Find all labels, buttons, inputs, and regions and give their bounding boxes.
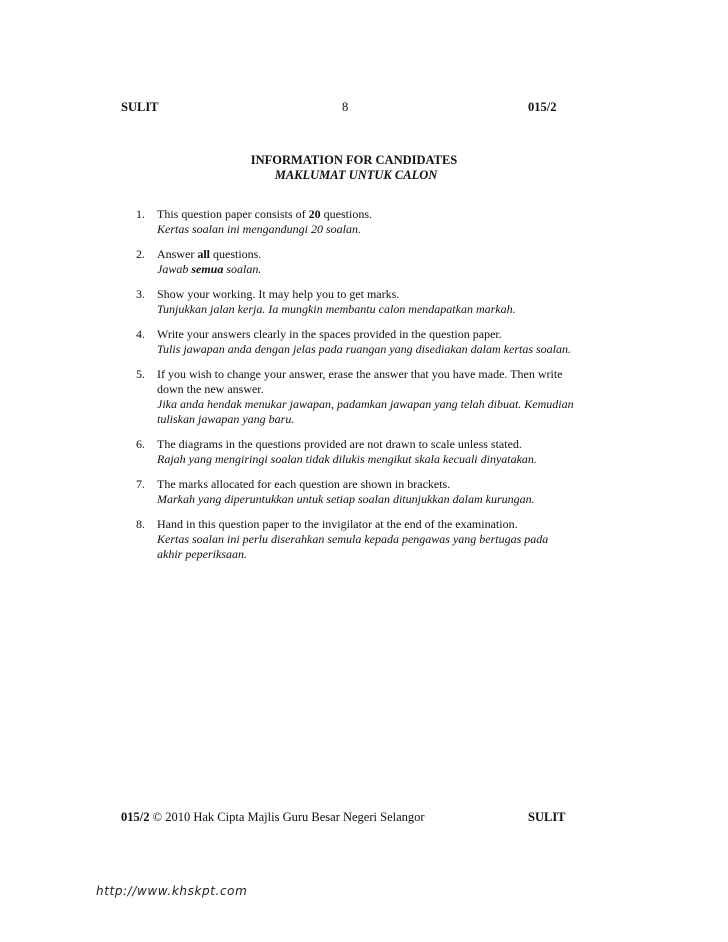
item-number: 1. <box>136 207 145 221</box>
item-english <box>157 207 576 222</box>
item-number: 5. <box>136 367 145 381</box>
instruction-item-2 <box>136 247 576 277</box>
footer-code: 015/2 <box>121 810 150 824</box>
item-malay <box>157 262 576 277</box>
instruction-item-4 <box>136 327 576 357</box>
item-malay: Rajah yang mengiringi soalan tidak dilukis mengikut skala kecuali dinyatakan. <box>157 452 537 466</box>
text-part: This question paper consists of <box>157 207 309 221</box>
paper-code: 015/2 <box>528 100 557 114</box>
instruction-item-3 <box>136 287 576 317</box>
title-english: INFORMATION FOR CANDIDATES <box>250 153 458 167</box>
footer-copyright <box>121 810 425 825</box>
emphasis: 20 <box>308 207 321 221</box>
title-malay: MAKLUMAT UNTUK CALON <box>274 168 438 182</box>
instruction-item-5 <box>136 367 576 427</box>
item-number: 2. <box>136 247 145 261</box>
item-number: 4. <box>136 327 145 341</box>
source-url: http://www.khskpt.com <box>96 884 248 898</box>
item-malay: Kertas soalan ini mengandungi 20 soalan. <box>157 222 362 236</box>
item-number: 8. <box>136 517 145 531</box>
instruction-item-6 <box>136 437 576 467</box>
item-english: Show your working. It may help you to get marks. <box>157 287 400 301</box>
instruction-item-8 <box>136 517 576 562</box>
text-part: soalan. <box>223 262 262 276</box>
item-english: The marks allocated for each question are shown in brackets. <box>157 477 451 491</box>
item-english: The diagrams in the questions provided are not drawn to scale unless stated. <box>157 437 522 451</box>
item-malay: Jika anda hendak menukar jawapan, padamkan jawapan yang telah dibuat. Kemudian tuliskan jawapan yang baru. <box>157 397 574 426</box>
item-english: Write your answers clearly in the spaces provided in the question paper. <box>157 327 502 341</box>
item-malay: Tunjukkan jalan kerja. Ia mungkin membantu calon mendapatkan markah. <box>157 302 516 316</box>
item-english: Hand in this question paper to the invigilator at the end of the examination. <box>157 517 518 531</box>
page-number: 8 <box>342 100 349 114</box>
item-english: If you wish to change your answer, erase the answer that you have made. Then write down the new answer. <box>157 367 563 396</box>
item-malay: Markah yang diperuntukkan untuk setiap soalan ditunjukkan dalam kurungan. <box>157 492 535 506</box>
item-malay: Kertas soalan ini perlu diserahkan semula kepada pengawas yang bertugas pada akhir peperiksaan. <box>157 532 549 561</box>
text-part: questions. <box>320 207 372 221</box>
footer-copyright-text: © 2010 Hak Cipta Majlis Guru Besar Negeri Selangor <box>149 810 425 824</box>
text-part: Jawab <box>157 262 192 276</box>
footer-classification: SULIT <box>528 810 566 824</box>
item-malay: Tulis jawapan anda dengan jelas pada ruangan yang disediakan dalam kertas soalan. <box>157 342 571 356</box>
instruction-item-7 <box>136 477 576 507</box>
header-classification: SULIT <box>121 100 159 114</box>
instruction-item-1 <box>136 207 576 237</box>
text-part: Answer <box>157 247 198 261</box>
text-part: questions. <box>210 247 262 261</box>
instructions-list <box>136 207 576 572</box>
item-number: 3. <box>136 287 145 301</box>
item-number: 7. <box>136 477 145 491</box>
emphasis: semua <box>191 262 224 276</box>
item-english <box>157 247 576 262</box>
item-number: 6. <box>136 437 145 451</box>
emphasis: all <box>197 247 210 261</box>
